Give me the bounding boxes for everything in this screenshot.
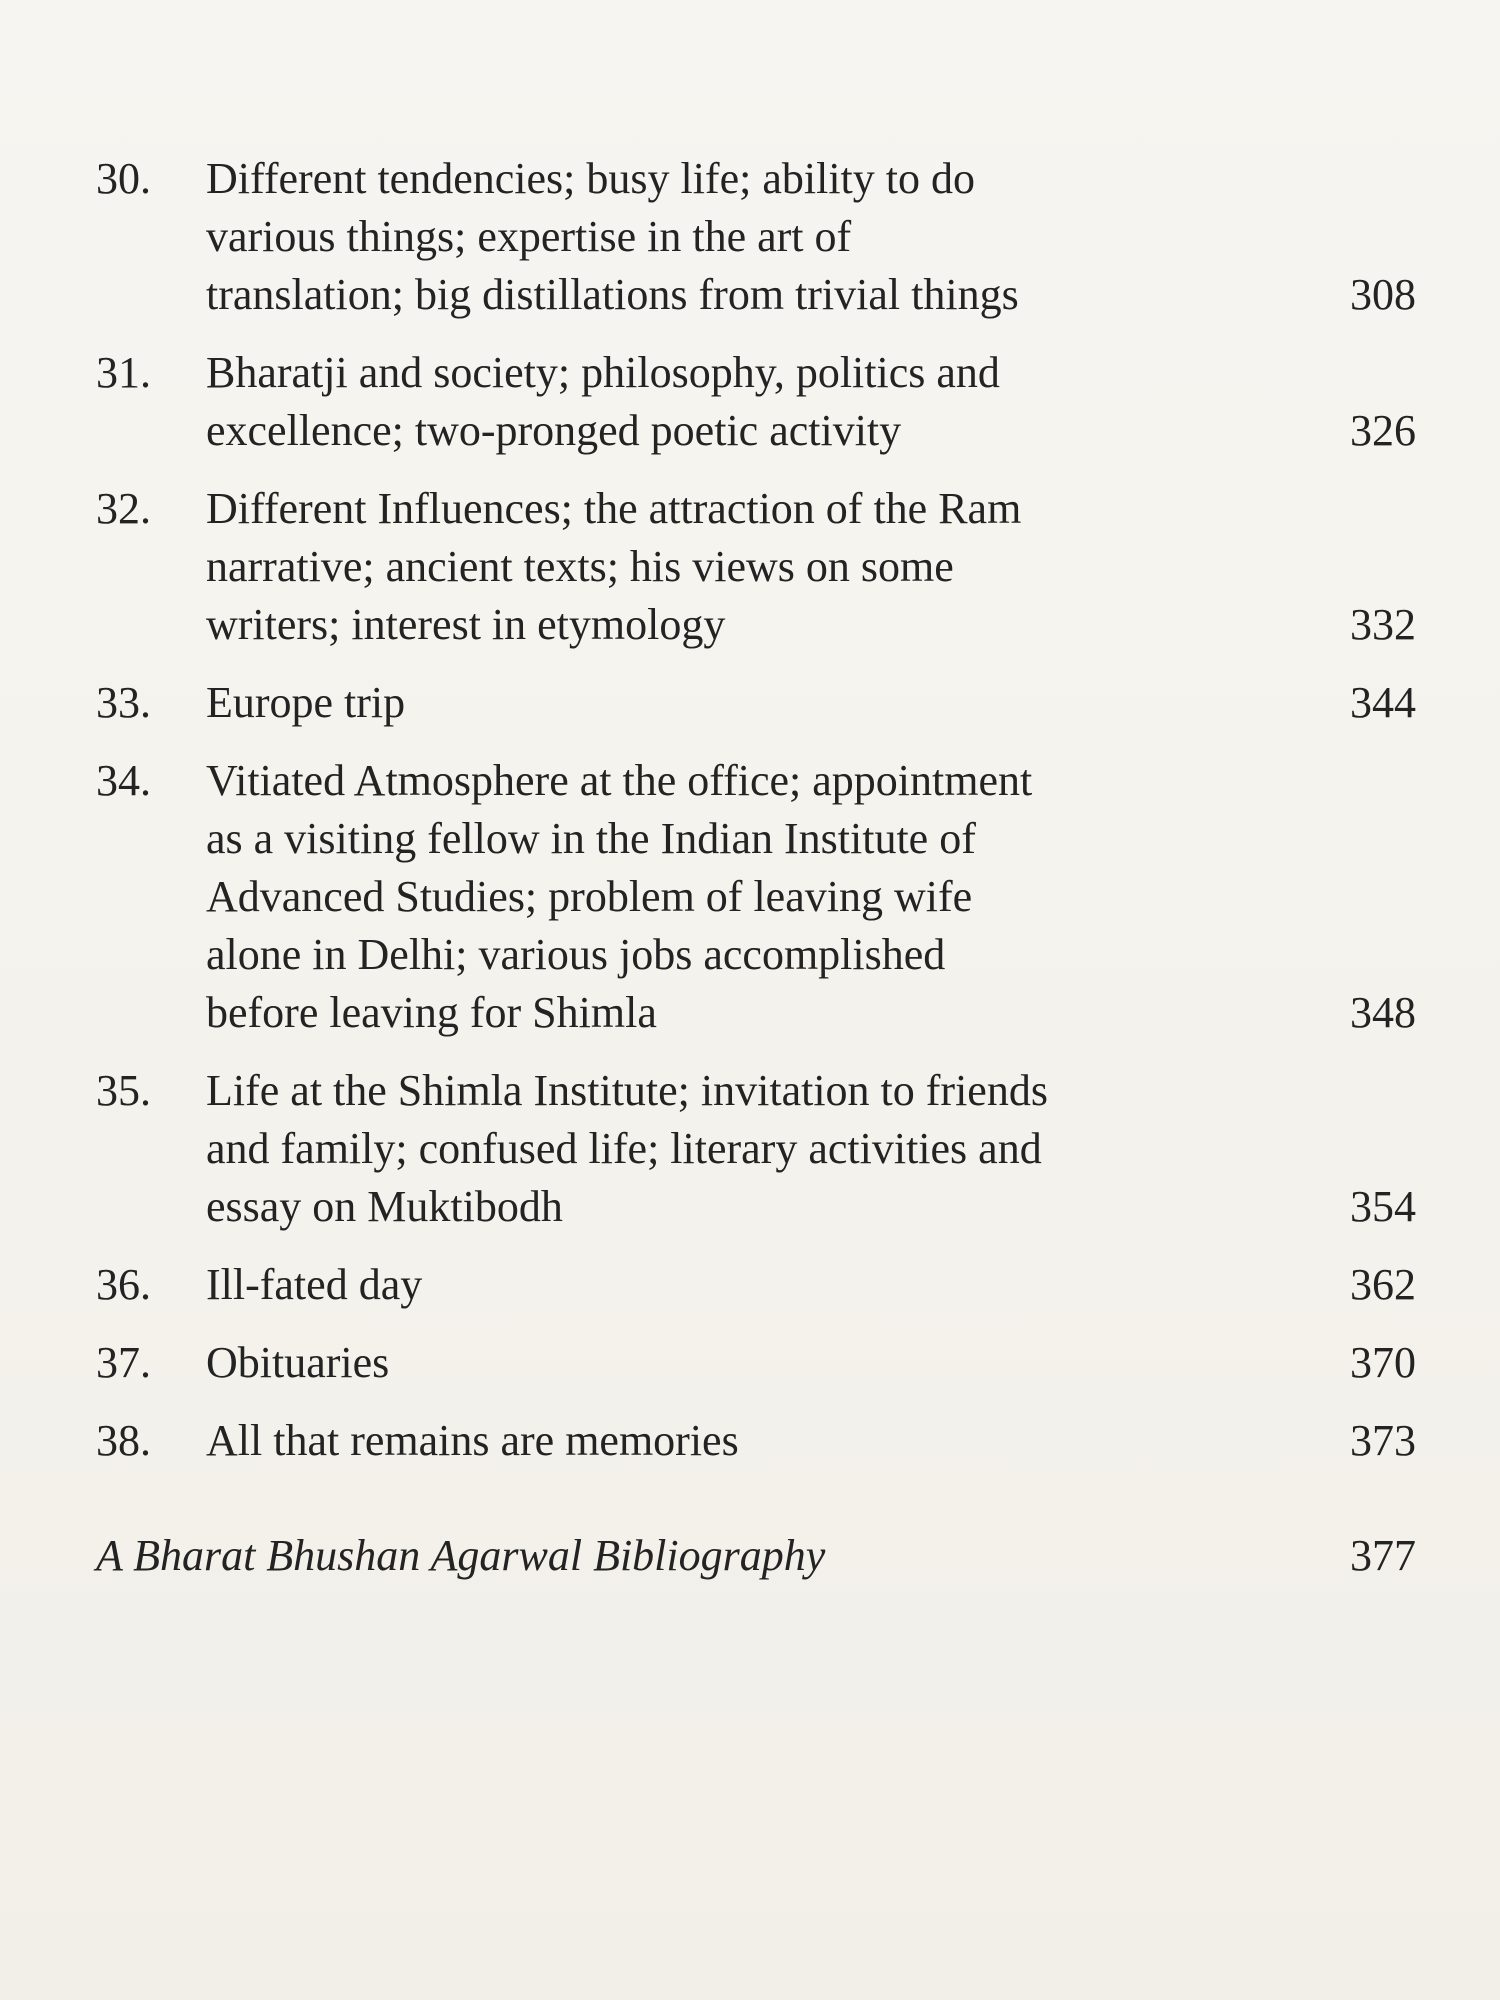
- bibliography-page-number: 377: [1350, 1531, 1416, 1580]
- chapter-number: 34.: [96, 756, 151, 805]
- chapter-title: [206, 344, 1276, 460]
- toc-entry-bibliography: [96, 1527, 1416, 1585]
- bibliography-title: A Bharat Bhushan Agarwal Bibliography: [96, 1531, 826, 1580]
- toc-entry-37: [96, 1334, 1416, 1392]
- chapter-title-line: writers; interest in etymology: [206, 600, 726, 649]
- chapter-title-line: excellence; two-pronged poetic activity: [206, 406, 902, 455]
- toc-entry-34: [96, 752, 1416, 1042]
- chapter-title-line: essay on Muktibodh: [206, 1182, 563, 1231]
- chapter-number: 30.: [96, 154, 151, 203]
- chapter-number: 31.: [96, 348, 151, 397]
- chapter-number: 36.: [96, 1260, 151, 1309]
- chapter-title-line: Advanced Studies; problem of leaving wife: [206, 872, 973, 921]
- chapter-title-line: Europe trip: [206, 678, 406, 727]
- chapter-title-line: Different Influences; the attraction of the Ram: [206, 484, 1022, 533]
- chapter-title: [206, 1334, 1276, 1392]
- chapter-title-line: Obituaries: [206, 1338, 390, 1387]
- chapter-number: 32.: [96, 484, 151, 533]
- toc-entry-33: [96, 674, 1416, 732]
- chapter-title: [206, 150, 1276, 324]
- chapter-title: [206, 1256, 1276, 1314]
- chapter-title-line: and family; confused life; literary activities and: [206, 1124, 1042, 1173]
- chapter-title-line: Ill-fated day: [206, 1260, 423, 1309]
- chapter-page-number: 373: [1350, 1416, 1416, 1465]
- chapter-page-number: 362: [1350, 1260, 1416, 1309]
- chapter-page-number: 354: [1350, 1182, 1416, 1231]
- chapter-page-number: 348: [1350, 988, 1416, 1037]
- table-of-contents: [96, 150, 1416, 1490]
- chapter-page-number: 370: [1350, 1338, 1416, 1387]
- chapter-title-line: Life at the Shimla Institute; invitation to friends: [206, 1066, 1048, 1115]
- chapter-title-line: before leaving for Shimla: [206, 988, 657, 1037]
- chapter-title-line: alone in Delhi; various jobs accomplished: [206, 930, 946, 979]
- toc-entry-36: [96, 1256, 1416, 1314]
- chapter-title-line: narrative; ancient texts; his views on some: [206, 542, 954, 591]
- toc-entry-30: [96, 150, 1416, 324]
- chapter-number: 38.: [96, 1416, 151, 1465]
- chapter-title-line: various things; expertise in the art of: [206, 212, 852, 261]
- toc-entry-35: [96, 1062, 1416, 1236]
- chapter-page-number: 344: [1350, 678, 1416, 727]
- chapter-title-line: as a visiting fellow in the Indian Institute of: [206, 814, 976, 863]
- chapter-title: [206, 1062, 1276, 1236]
- toc-entry-38: [96, 1412, 1416, 1470]
- chapter-title-line: Different tendencies; busy life; ability to do: [206, 154, 975, 203]
- chapter-title-line: translation; big distillations from trivial things: [206, 270, 1019, 319]
- chapter-number: 33.: [96, 678, 151, 727]
- chapter-title: [206, 674, 1276, 732]
- chapter-page-number: 308: [1350, 270, 1416, 319]
- chapter-number: 35.: [96, 1066, 151, 1115]
- chapter-title-line: Vitiated Atmosphere at the office; appointment: [206, 756, 1033, 805]
- chapter-page-number: 326: [1350, 406, 1416, 455]
- toc-entry-32: [96, 480, 1416, 654]
- chapter-number: 37.: [96, 1338, 151, 1387]
- chapter-title: [206, 1412, 1276, 1470]
- chapter-page-number: 332: [1350, 600, 1416, 649]
- toc-entry-31: [96, 344, 1416, 460]
- chapter-title-line: All that remains are memories: [206, 1416, 739, 1465]
- chapter-title: [206, 752, 1276, 1042]
- chapter-title: [206, 480, 1276, 654]
- chapter-title-line: Bharatji and society; philosophy, politics and: [206, 348, 1000, 397]
